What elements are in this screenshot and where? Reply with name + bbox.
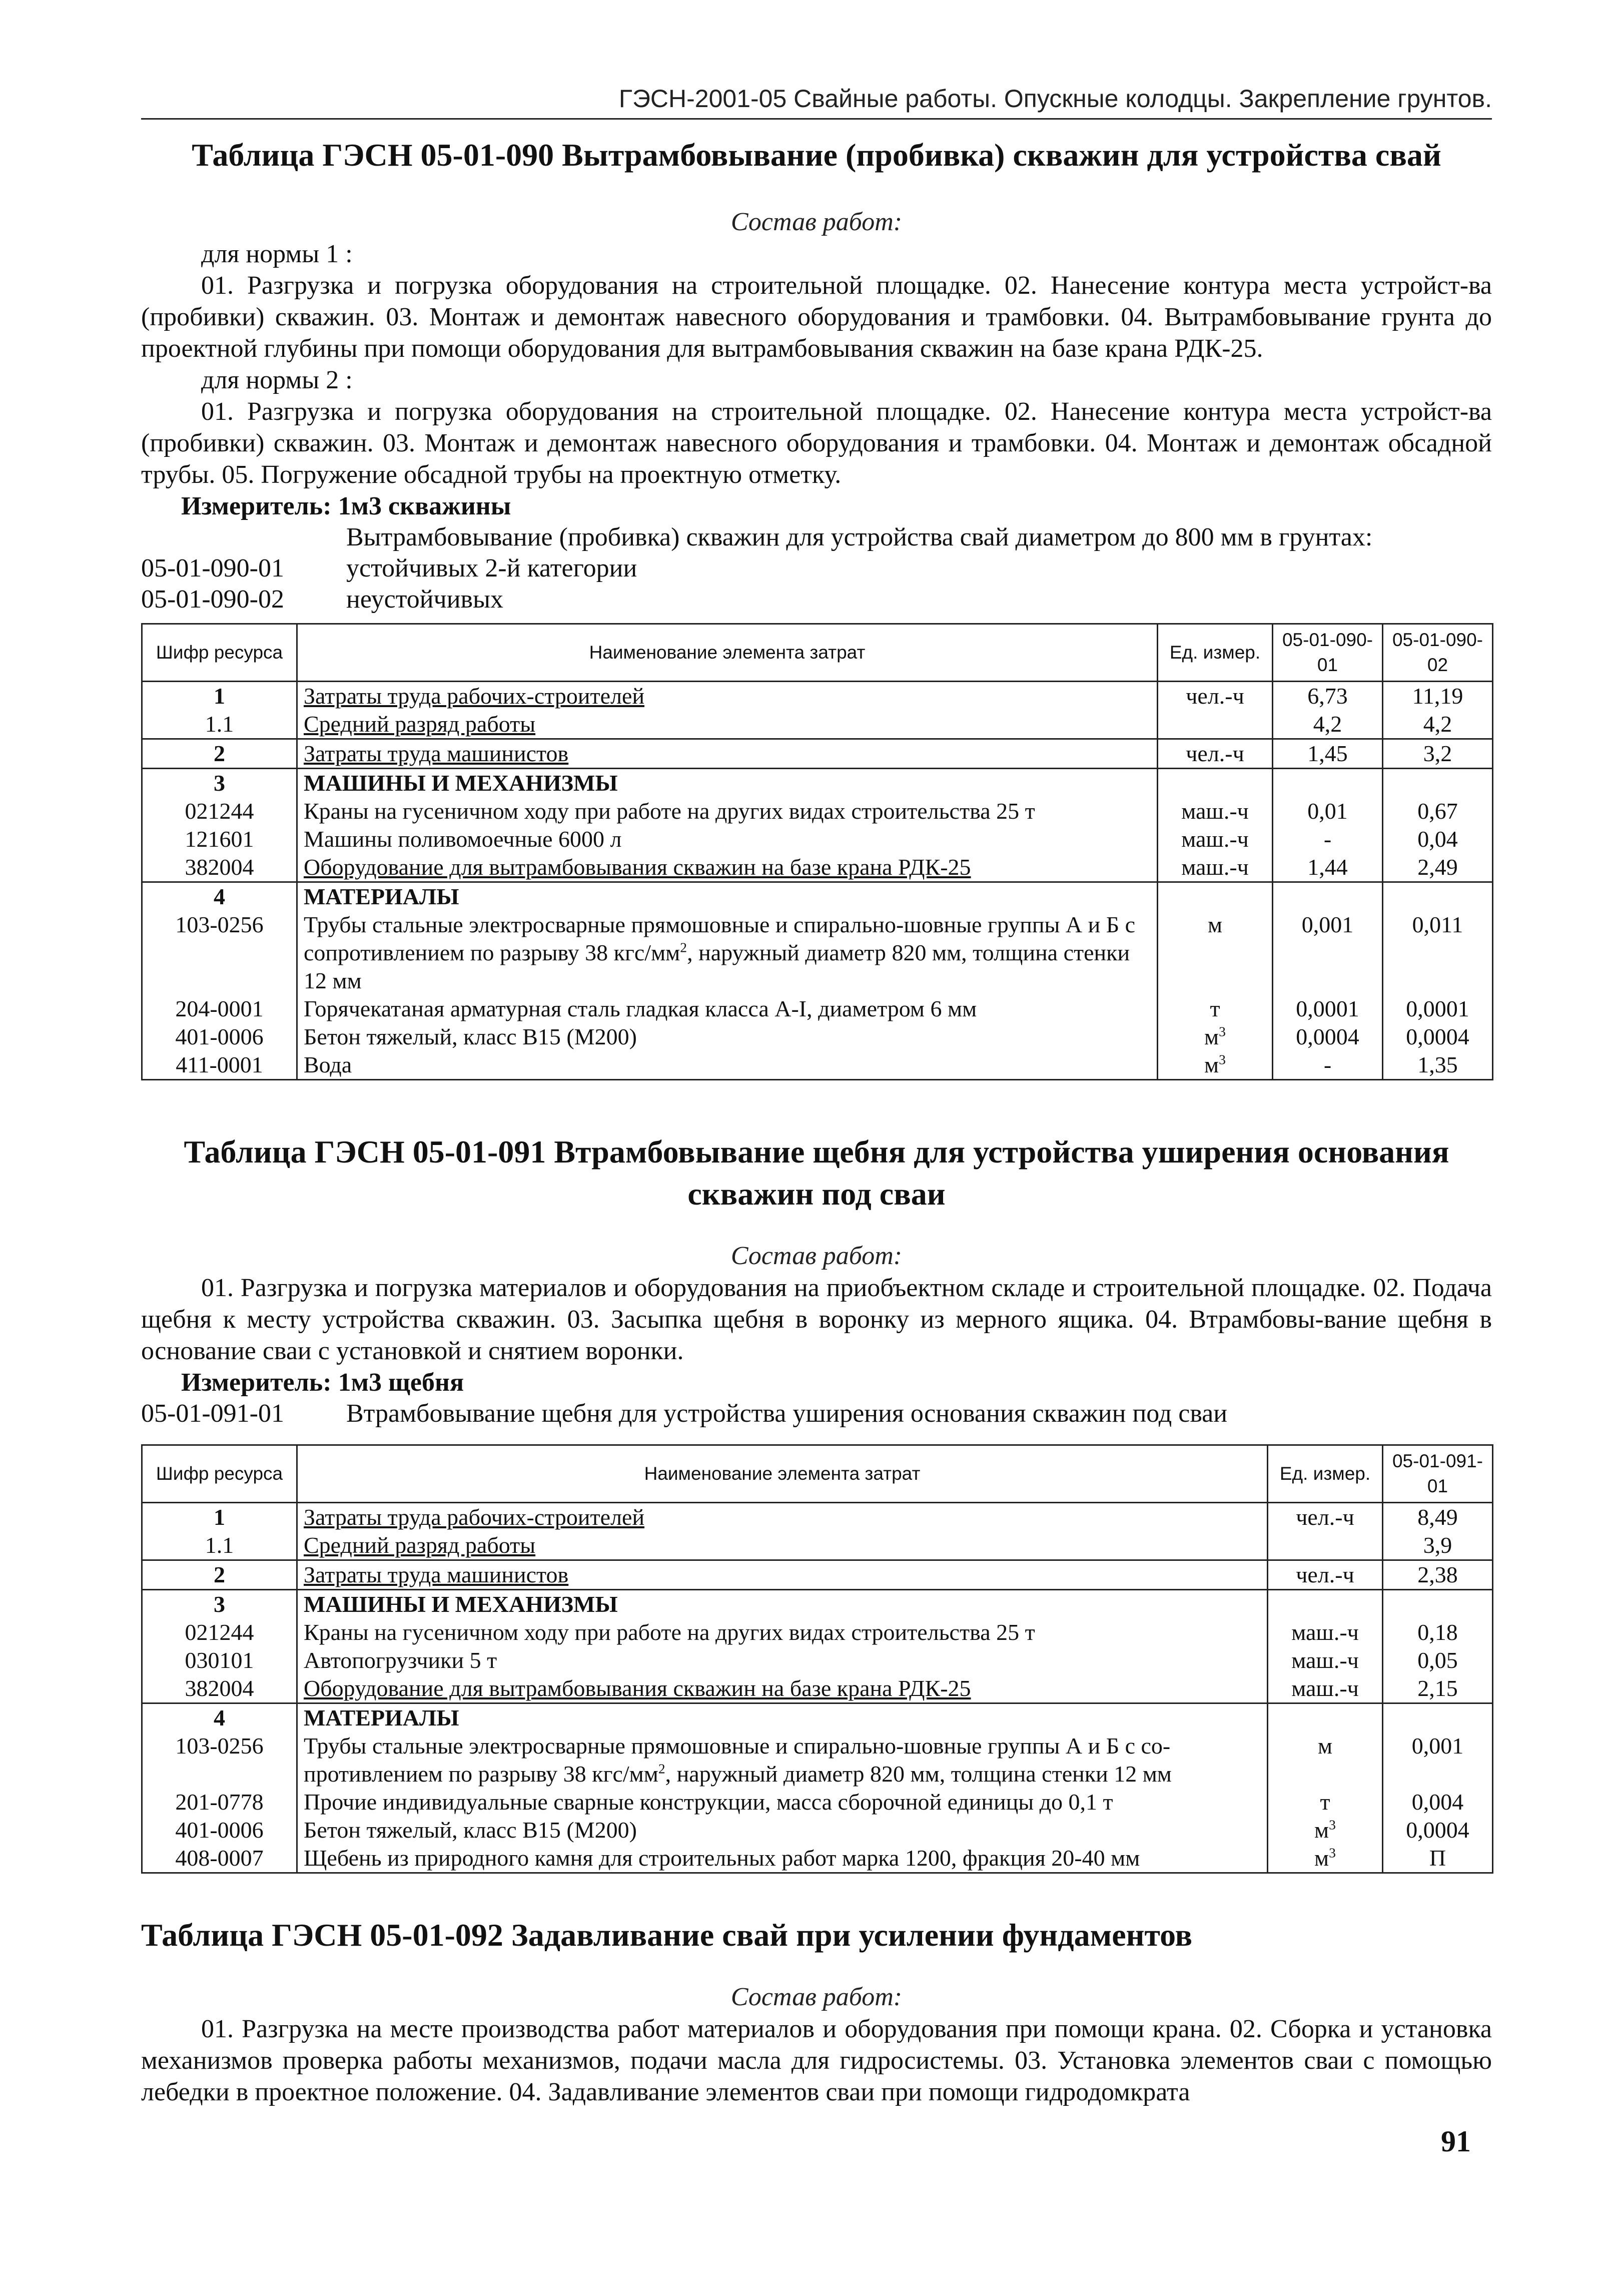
header-name: Наименование элемента затрат	[297, 624, 1158, 682]
row-value: 0,67	[1383, 797, 1493, 825]
header-col-2: 05-01-090-02	[1383, 624, 1493, 682]
row-value: 1,35	[1383, 1051, 1493, 1080]
norm-2-label: для нормы 2 :	[201, 366, 353, 394]
row-code: 1	[142, 682, 297, 711]
row-value: 0,05	[1383, 1646, 1493, 1674]
table-row	[142, 1732, 1493, 1788]
norm-desc: неустойчивых	[346, 585, 504, 614]
row-code: 103-0256	[142, 911, 297, 995]
row-name: Бетон тяжелый, класс В15 (М200)	[297, 1023, 1158, 1051]
row-code: 2	[142, 739, 297, 769]
table-row	[142, 825, 1493, 853]
row-value: 0,001	[1273, 911, 1383, 995]
row-name: Оборудование для вытрамбовывания скважин на базе крана РДК-25	[297, 853, 1158, 882]
row-name: Затраты труда машинистов	[297, 739, 1158, 769]
row-unit: маш.-ч	[1158, 797, 1273, 825]
running-header: ГЭСН-2001-05 Свайные работы. Опускные колодцы. Закрепление грунтов.	[618, 85, 1492, 113]
table-title: Таблица ГЭСН 05-01-091 Втрамбовывание щебня для устройства уширения основания скважин под сваи	[184, 1134, 1449, 1212]
norm-2-text: 01. Разгрузка и погрузка оборудования на строительной площадке. 02. Нанесение контура места устройст-ва (пробивки) скважин. 03. Монтаж и демонтаж навесного оборудования и трамбовки. 04. Монтаж и демонтаж обсадной трубы. 05. Погружение обсадной трубы на проектную отметку.	[141, 397, 1492, 489]
row-value: 0,0001	[1383, 995, 1493, 1023]
row-code: 021244	[142, 797, 297, 825]
norm-code: 05-01-090-02	[141, 585, 284, 614]
row-value: 6,73	[1273, 682, 1383, 711]
row-value: -	[1273, 825, 1383, 853]
row-name: Затраты труда машинистов	[297, 1560, 1268, 1590]
row-value: 2,38	[1383, 1560, 1493, 1590]
row-value	[1273, 882, 1383, 911]
table-row	[142, 739, 1493, 769]
row-name: Краны на гусеничном ходу при работе на других видах строительства 25 т	[297, 1618, 1268, 1646]
table-row	[142, 1531, 1493, 1560]
row-name: Трубы стальные электросварные прямошовные и спирально-шовные группы А и Б с сопротивлением по разрыву 38 кгс/$мм^2$, наружный диаметр 820 мм, толщина стенки 12 мм	[297, 911, 1158, 995]
row-name: МАШИНЫ И МЕХАНИЗМЫ	[297, 1590, 1268, 1619]
row-value: 0,0004	[1383, 1023, 1493, 1051]
header-name: Наименование элемента затрат	[297, 1445, 1268, 1503]
section-05-01-090	[141, 134, 1492, 1080]
table-row	[142, 710, 1493, 739]
row-name: МАТЕРИАЛЫ	[297, 882, 1158, 911]
row-code: 382004	[142, 1674, 297, 1703]
row-name: Машины поливомоечные 6000 л	[297, 825, 1158, 853]
row-name: Горячекатаная арматурная сталь гладкая класса А-I, диаметром 6 мм	[297, 995, 1158, 1023]
row-name: Средний разряд работы	[297, 1531, 1268, 1560]
norm-code-row	[141, 1398, 1492, 1429]
row-code: 201-0778	[142, 1788, 297, 1816]
header-code: Шифр ресурса	[142, 624, 297, 682]
row-name: Щебень из природного камня для строительных работ марка 1200, фракция 20-40 мм	[297, 1844, 1268, 1873]
row-value	[1383, 1703, 1493, 1733]
row-unit: м	[1158, 911, 1273, 995]
table-row	[142, 853, 1493, 882]
row-unit	[1268, 1531, 1383, 1560]
row-unit: т	[1158, 995, 1273, 1023]
table-row	[142, 1051, 1493, 1080]
row-value	[1273, 769, 1383, 798]
header-col-1: 05-01-090-01	[1273, 624, 1383, 682]
row-name: Вода	[297, 1051, 1158, 1080]
resource-table	[141, 1444, 1493, 1874]
table-group-row	[142, 1703, 1493, 1733]
row-value: 4,2	[1273, 710, 1383, 739]
table-header-row	[142, 624, 1493, 682]
row-value	[1383, 769, 1493, 798]
header-col-1: 05-01-091-01	[1383, 1445, 1493, 1503]
row-code: 3	[142, 769, 297, 798]
row-code: 3	[142, 1590, 297, 1619]
row-value: 2,49	[1383, 853, 1493, 882]
row-code: 408-0007	[142, 1844, 297, 1873]
table-row	[142, 797, 1493, 825]
row-value: 0,011	[1383, 911, 1493, 995]
row-code: 204-0001	[142, 995, 297, 1023]
row-code: 2	[142, 1560, 297, 1590]
row-unit	[1158, 882, 1273, 911]
row-unit	[1158, 769, 1273, 798]
row-code: 401-0006	[142, 1816, 297, 1844]
table-row	[142, 995, 1493, 1023]
row-value	[1383, 1590, 1493, 1619]
row-value: 0,0004	[1273, 1023, 1383, 1051]
izmeritel: Измеритель: 1м3 скважины	[181, 492, 511, 520]
row-name: Средний разряд работы	[297, 710, 1158, 739]
row-code: 4	[142, 1703, 297, 1733]
header-unit: Ед. измер.	[1158, 624, 1273, 682]
norm-code-row	[141, 584, 1492, 615]
row-value: 2,15	[1383, 1674, 1493, 1703]
table-group-row	[142, 769, 1493, 798]
row-value: 3,2	[1383, 739, 1493, 769]
row-name: МАШИНЫ И МЕХАНИЗМЫ	[297, 769, 1158, 798]
table-row	[142, 1560, 1493, 1590]
row-unit: $м^3$	[1268, 1844, 1383, 1873]
section-05-01-092	[141, 1914, 1492, 2108]
row-unit: чел.-ч	[1158, 682, 1273, 711]
sostav-label: Состав работ:	[730, 208, 903, 236]
row-unit: маш.-ч	[1158, 825, 1273, 853]
table-header-row	[142, 1445, 1493, 1503]
header-unit: Ед. измер.	[1268, 1445, 1383, 1503]
row-value: 0,004	[1383, 1788, 1493, 1816]
norm-1-text: 01. Разгрузка и погрузка оборудования на строительной площадке. 02. Нанесение контура места устройст-ва (пробивки) скважин. 03. Монтаж и демонтаж навесного оборудования и трамбовки. 04. Вытрамбовывание грунта до проектной глубины при помощи оборудования для вытрамбовывания скважин на базе крана РДК-25.	[141, 271, 1492, 363]
norm-desc: Втрамбовывание щебня для устройства уширения основания скважин под сваи	[346, 1399, 1228, 1428]
row-unit: чел.-ч	[1268, 1560, 1383, 1590]
row-value	[1383, 882, 1493, 911]
row-value: 0,18	[1383, 1618, 1493, 1646]
sostav-text: 01. Разгрузка на месте производства работ материалов и оборудования при помощи крана. 02. Сборка и установка механизмов проверка работы механизмов, подачи масла для гидросистемы. 03. Установка элементов сваи с помощью лебедки в проектное положение. 04. Задавливание элементов сваи при помощи гидродомкрата	[141, 2015, 1492, 2106]
row-unit: маш.-ч	[1158, 853, 1273, 882]
table-row	[142, 1646, 1493, 1674]
row-value: 0,01	[1273, 797, 1383, 825]
table-row	[142, 1618, 1493, 1646]
row-name: Затраты труда рабочих-строителей	[297, 1503, 1268, 1532]
row-unit: маш.-ч	[1268, 1674, 1383, 1703]
sostav-text: 01. Разгрузка и погрузка материалов и оборудования на приобъектном складе и строительной площадке. 02. Подача щебня к месту устройства скважин. 03. Засыпка щебня в воронку из мерного ящика. 04. Втрамбовы-вание щебня в основание сваи с установкой и снятием воронки.	[141, 1274, 1492, 1365]
table-row	[142, 1788, 1493, 1816]
norm-code: 05-01-090-01	[141, 554, 284, 583]
norm-desc: устойчивых 2-й категории	[346, 554, 637, 583]
row-code: 401-0006	[142, 1023, 297, 1051]
table-row	[142, 1023, 1493, 1051]
row-unit: $м^3$	[1158, 1051, 1273, 1080]
sostav-label: Состав работ:	[730, 1983, 903, 2011]
row-unit: маш.-ч	[1268, 1618, 1383, 1646]
row-value: 0,04	[1383, 825, 1493, 853]
table-row	[142, 682, 1493, 711]
row-unit: $м^3$	[1158, 1023, 1273, 1051]
row-unit: чел.-ч	[1158, 739, 1273, 769]
row-value: 4,2	[1383, 710, 1493, 739]
row-code: 103-0256	[142, 1732, 297, 1788]
table-group-row	[142, 1590, 1493, 1619]
row-value: 8,49	[1383, 1503, 1493, 1532]
table-row	[142, 1674, 1493, 1703]
row-name: Затраты труда рабочих-строителей	[297, 682, 1158, 711]
row-code: 1	[142, 1503, 297, 1532]
row-code: 1.1	[142, 1531, 297, 1560]
row-unit: чел.-ч	[1268, 1503, 1383, 1532]
sostav-label: Состав работ:	[730, 1242, 903, 1270]
row-name: Трубы стальные электросварные прямошовные и спирально-шовные группы А и Б с со-противлением по разрыву 38 кгс/$мм^2$, наружный диаметр 820 мм, толщина стенки 12 мм	[297, 1732, 1268, 1788]
table-group-row	[142, 882, 1493, 911]
row-unit: м	[1268, 1732, 1383, 1788]
row-value: 11,19	[1383, 682, 1493, 711]
row-code: 382004	[142, 853, 297, 882]
row-value: 3,9	[1383, 1531, 1493, 1560]
row-unit	[1158, 710, 1273, 739]
row-value: 1,44	[1273, 853, 1383, 882]
izmeritel: Измеритель: 1м3 щебня	[181, 1368, 464, 1397]
row-name: Автопогрузчики 5 т	[297, 1646, 1268, 1674]
row-code: 4	[142, 882, 297, 911]
row-value: 1,45	[1273, 739, 1383, 769]
row-code: 121601	[142, 825, 297, 853]
row-unit: т	[1268, 1788, 1383, 1816]
row-code: 030101	[142, 1646, 297, 1674]
norm-code: 05-01-091-01	[141, 1399, 284, 1428]
row-name: Краны на гусеничном ходу при работе на других видах строительства 25 т	[297, 797, 1158, 825]
row-name: Бетон тяжелый, класс В15 (М200)	[297, 1816, 1268, 1844]
row-name: МАТЕРИАЛЫ	[297, 1703, 1268, 1733]
table-row	[142, 1844, 1493, 1873]
row-value: -	[1273, 1051, 1383, 1080]
row-unit	[1268, 1703, 1383, 1733]
page-number: 91	[1441, 2125, 1471, 2158]
table-title: Таблица ГЭСН 05-01-090 Вытрамбовывание (пробивка) скважин для устройства свай	[192, 137, 1441, 173]
table-row	[142, 911, 1493, 995]
header-rule	[141, 118, 1492, 120]
row-unit	[1268, 1590, 1383, 1619]
section-05-01-091	[141, 1131, 1492, 1874]
norm-intro: Вытрамбовывание (пробивка) скважин для устройства свай диаметром до 800 мм в грунтах:	[346, 523, 1373, 551]
norm-code-row	[141, 553, 1492, 584]
table-row	[142, 1816, 1493, 1844]
row-code: 021244	[142, 1618, 297, 1646]
row-code: 1.1	[142, 710, 297, 739]
row-name: Прочие индивидуальные сварные конструкции, масса сборочной единицы до 0,1 т	[297, 1788, 1268, 1816]
row-value: П	[1383, 1844, 1493, 1873]
resource-table	[141, 623, 1493, 1080]
row-name: Оборудование для вытрамбовывания скважин на базе крана РДК-25	[297, 1674, 1268, 1703]
row-code: 411-0001	[142, 1051, 297, 1080]
table-row	[142, 1503, 1493, 1532]
row-unit: $м^3$	[1268, 1816, 1383, 1844]
row-value: 0,0001	[1273, 995, 1383, 1023]
row-value: 0,0004	[1383, 1816, 1493, 1844]
table-title: Таблица ГЭСН 05-01-092 Задавливание свай при усилении фундаментов	[141, 1917, 1193, 1953]
row-value: 0,001	[1383, 1732, 1493, 1788]
norm-1-label: для нормы 1 :	[201, 240, 353, 268]
row-unit: маш.-ч	[1268, 1646, 1383, 1674]
header-code: Шифр ресурса	[142, 1445, 297, 1503]
